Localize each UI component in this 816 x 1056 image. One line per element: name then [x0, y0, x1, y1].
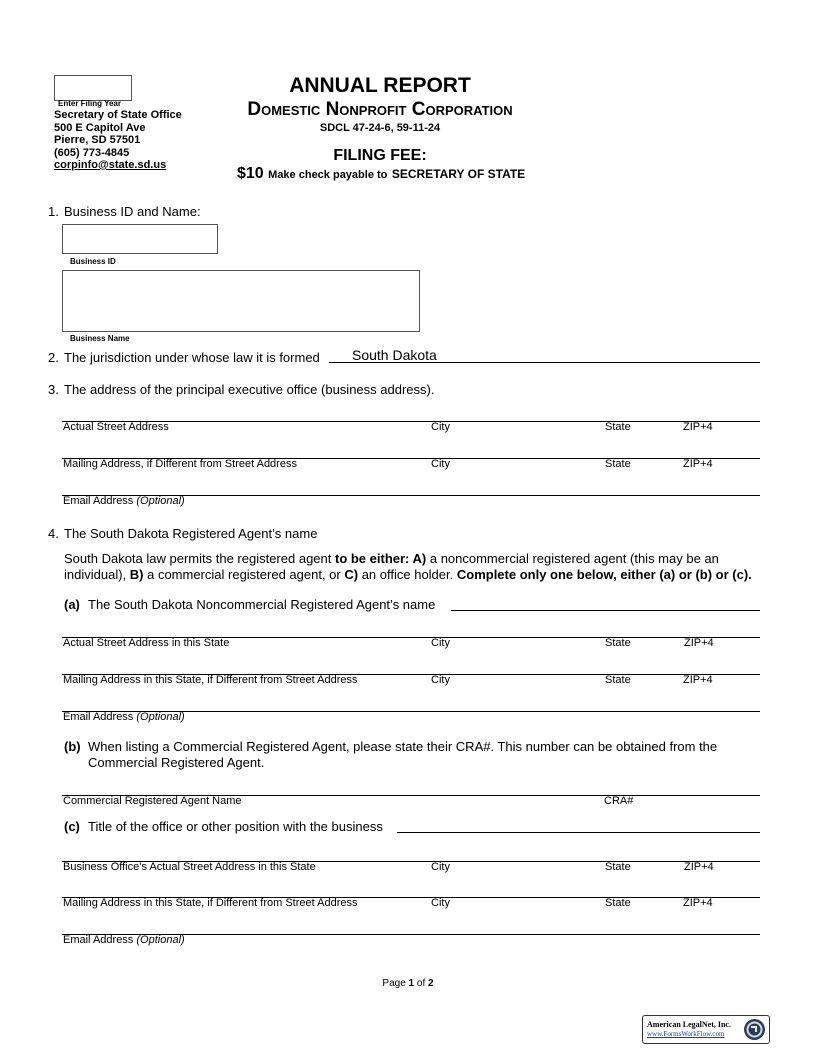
logo-globe-icon — [743, 1018, 766, 1041]
business-name-input[interactable] — [62, 270, 420, 332]
business-name-label: Business Name — [70, 334, 130, 343]
q4-intro-line1 — [64, 551, 719, 566]
q3-street-city-label: City — [431, 421, 450, 433]
office-line: Secretary of State Office — [54, 109, 182, 121]
optional-note: (Optional) — [136, 495, 185, 507]
q3-number: 3. — [48, 382, 59, 397]
q4a-mailing-city-label: City — [431, 674, 450, 686]
business-id-input[interactable] — [62, 224, 218, 254]
q3-mailing-label: Mailing Address, if Different from Street Address — [63, 458, 297, 470]
fee-payee: SECRETARY OF STATE — [391, 167, 526, 181]
q4c-street-zip-label: ZIP+4 — [684, 861, 714, 873]
q3-mailing-city-label: City — [431, 458, 450, 470]
q4c-mailing-city-label: City — [431, 897, 450, 909]
page-prefix: Page — [382, 978, 409, 989]
page-total: 2 — [428, 978, 434, 989]
intro-text: an office holder. — [358, 567, 457, 582]
q4c-street-city-label: City — [431, 861, 450, 873]
q4a-email-label — [63, 711, 185, 723]
q3-email-label — [63, 495, 185, 507]
page-current: 1 — [408, 978, 415, 989]
email-label-text: Email Address — [63, 495, 134, 507]
q4b-cra-label: CRA# — [604, 795, 634, 807]
q4c-text: Title of the office or other position with the business — [88, 819, 383, 834]
jurisdiction-value[interactable]: South Dakota — [352, 347, 437, 363]
optional-note: (Optional) — [136, 934, 185, 946]
q3-street-label: Actual Street Address — [63, 421, 169, 433]
q4-text: The South Dakota Registered Agent’s name — [64, 526, 318, 541]
q4a-text: The South Dakota Noncommercial Registered Agent’s name — [88, 597, 436, 612]
office-address — [54, 109, 182, 172]
q3-text: The address of the principal executive office (business address). — [64, 382, 435, 397]
office-line: (605) 773-4845 — [54, 146, 130, 159]
intro-bold: to be either: A) — [334, 551, 427, 566]
fee-payable-text: Make check payable to — [268, 169, 388, 181]
q4a-street-state-label: State — [605, 637, 631, 649]
q4b-marker: (b) — [64, 739, 81, 754]
q4c-mailing-label: Mailing Address in this State, if Different from Street Address — [63, 897, 358, 909]
intro-bold: Complete only one below, either (a) or (b) or (c). — [456, 567, 752, 582]
intro-text: a commercial registered agent, or — [143, 567, 345, 582]
q1-text: Business ID and Name: — [64, 204, 201, 219]
email-label-text: Email Address — [63, 711, 134, 723]
intro-bold: B) — [129, 567, 144, 582]
q4c-street-state-label: State — [605, 861, 631, 873]
fee-line — [237, 165, 525, 183]
q4a-mailing-label: Mailing Address in this State, if Different from Street Address — [63, 674, 358, 686]
jurisdiction-line — [329, 362, 760, 363]
fee-heading: FILING FEE: — [333, 147, 427, 164]
logo-url: www.FormsWorkFlow.com — [647, 1030, 725, 1038]
email-label-text: Email Address — [63, 934, 134, 946]
fee-amount: $10 — [237, 165, 264, 182]
q4b-text-line2: Commercial Registered Agent. — [88, 755, 265, 770]
q4b-text-line1: When listing a Commercial Registered Agent, please state their CRA#. This number can be obtained from the — [88, 739, 718, 754]
q4a-name-line[interactable] — [451, 610, 760, 611]
q4b-name-label: Commercial Registered Agent Name — [63, 795, 242, 807]
q4c-street-label: Business Office’s Actual Street Address in this State — [63, 861, 316, 873]
q4-number: 4. — [48, 526, 59, 541]
q4c-mailing-zip-label: ZIP+4 — [683, 897, 713, 909]
optional-note: (Optional) — [136, 711, 185, 723]
q4a-street-zip-label: ZIP+4 — [684, 637, 714, 649]
q4c-email-label — [63, 934, 185, 946]
page-of: of — [414, 978, 429, 989]
q4-intro-line2 — [64, 567, 752, 582]
publisher-logo[interactable] — [642, 1015, 770, 1044]
q3-mailing-zip-label: ZIP+4 — [683, 458, 713, 470]
page-number — [358, 978, 458, 989]
q1-number: 1. — [48, 204, 59, 219]
q4c-marker: (c) — [64, 819, 80, 834]
q2-number: 2. — [48, 350, 59, 365]
intro-bold: C) — [344, 567, 359, 582]
office-line: Pierre, SD 57501 — [54, 134, 141, 146]
q4a-street-label: Actual Street Address in this State — [63, 637, 230, 649]
q3-street-state-label: State — [605, 421, 631, 433]
q4c-mailing-state-label: State — [605, 897, 631, 909]
office-email-link[interactable]: corpinfo@state.sd.us — [54, 159, 167, 171]
q4a-marker: (a) — [64, 597, 80, 612]
q4a-mailing-state-label: State — [605, 674, 631, 686]
q3-mailing-state-label: State — [605, 458, 631, 470]
filing-year-input[interactable] — [54, 75, 132, 101]
q4a-mailing-zip-label: ZIP+4 — [683, 674, 713, 686]
intro-text: individual), — [64, 567, 130, 582]
business-id-label: Business ID — [70, 257, 116, 266]
intro-text: South Dakota law permits the registered agent — [64, 551, 335, 566]
q4c-title-line[interactable] — [397, 832, 760, 833]
statute-reference: SDCL 47-24-6, 59-11-24 — [319, 122, 441, 134]
page-subtitle: Domestic Nonprofit Corporation — [247, 99, 513, 120]
q2-text: The jurisdiction under whose law it is formed — [64, 350, 320, 365]
page-title: ANNUAL REPORT — [289, 74, 471, 97]
filing-year-label: Enter Filing Year — [58, 99, 121, 108]
intro-text: a noncommercial registered agent (this may be an — [426, 551, 719, 566]
office-line: 500 E Capitol Ave — [54, 121, 146, 134]
q4a-street-city-label: City — [431, 637, 450, 649]
logo-company: American LegalNet, Inc. — [647, 1020, 731, 1029]
q3-street-zip-label: ZIP+4 — [683, 421, 713, 433]
